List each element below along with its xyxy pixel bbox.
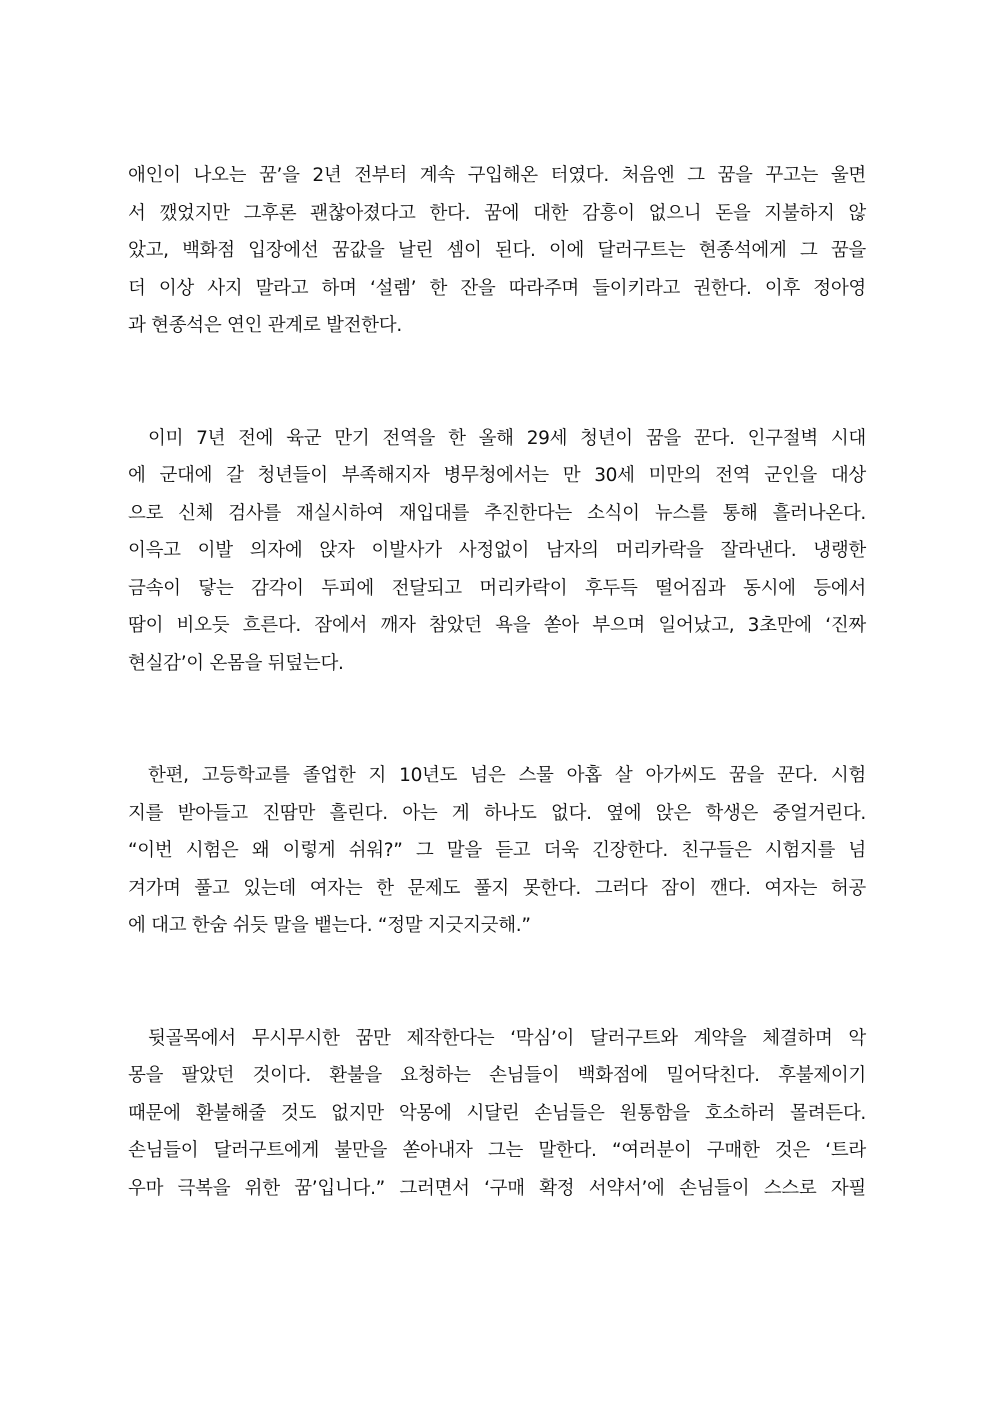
paragraph-1 xyxy=(128,157,866,345)
text-line: 우마 극복을 위한 꿈’입니다.” 그러면서 ‘구매 확정 서약서’에 손님들이 스스로 자필 xyxy=(128,1177,866,1199)
text-line: 한편, 고등학교를 졸업한 지 10년도 넘은 스물 아홉 살 아가씨도 꿈을 꾼다. 시험 xyxy=(148,765,866,786)
text-line: 이미 7년 전에 육군 만기 전역을 한 올해 29세 청년이 꿈을 꾼다. 인구절벽 시대 xyxy=(148,427,866,449)
text-line: 땀이 비오듯 흐른다. 잠에서 깨자 참았던 욕을 쏟아 부으며 일어났고, 3초만에 ‘진짜 xyxy=(128,615,866,636)
text-line: 지를 받아들고 진땀만 흘린다. 아는 게 하나도 없다. 옆에 앉은 학생은 중얼거린다. xyxy=(128,802,866,824)
text-line: 손님들이 달러구트에게 불만을 쏟아내자 그는 말한다. “여러분이 구매한 것은 ‘트라 xyxy=(128,1140,866,1161)
text-line: 이윽고 이발 의자에 앉자 이발사가 사정없이 남자의 머리카락을 잘라낸다. 냉랭한 xyxy=(128,540,866,561)
body-text xyxy=(128,157,866,1207)
text-line: 더 이상 사지 말라고 하며 ‘설렘’ 한 잔을 따라주며 들이키라고 권한다. 이후 정아영 xyxy=(128,277,866,299)
text-line: 과 현종석은 연인 관계로 발전한다. xyxy=(128,315,402,336)
text-line: 에 대고 한숨 쉬듯 말을 뱉는다. “정말 지긋지긋해.” xyxy=(128,915,531,936)
paragraph-3 xyxy=(128,757,866,945)
text-line: 애인이 나오는 꿈’을 2년 전부터 계속 구입해온 터였다. 처음엔 그 꿈을 꾸고는 울면 xyxy=(128,165,866,186)
text-line: 겨가며 풀고 있는데 여자는 한 문제도 풀지 못한다. 그러다 잠이 깬다. 여자는 허공 xyxy=(128,877,866,899)
text-line: 때문에 환불해줄 것도 없지만 악몽에 시달린 손님들은 원통함을 호소하러 몰려든다. xyxy=(128,1102,866,1124)
text-line: 몽을 팔았던 것이다. 환불을 요청하는 손님들이 백화점에 밀어닥친다. 후불제이기 xyxy=(128,1065,866,1086)
text-line: 에 군대에 갈 청년들이 부족해지자 병무청에서는 만 30세 미만의 전역 군인을 대상 xyxy=(128,465,866,486)
text-line: 금속이 닿는 감각이 두피에 전달되고 머리카락이 후두득 떨어짐과 동시에 등에서 xyxy=(128,577,866,599)
paragraph-2 xyxy=(128,420,866,683)
text-line: “이번 시험은 왜 이렇게 쉬워?” 그 말을 듣고 더욱 긴장한다. 친구들은 시험지를 넘 xyxy=(128,840,866,861)
paragraph-4 xyxy=(128,1020,866,1208)
text-line: 현실감’이 온몸을 뒤덮는다. xyxy=(128,652,344,674)
text-line: 뒷골목에서 무시무시한 꿈만 제작한다는 ‘막심’이 달러구트와 계약을 체결하며 악 xyxy=(148,1027,866,1049)
text-line: 서 깼었지만 그후론 괜찮아졌다고 한다. 꿈에 대한 감흥이 없으니 돈을 지불하지 않 xyxy=(128,202,866,224)
text-line: 으로 신체 검사를 재실시하여 재입대를 추진한다는 소식이 뉴스를 통해 흘러나온다. xyxy=(128,502,866,524)
text-line: 았고, 백화점 입장에선 꿈값을 날린 셈이 된다. 이에 달러구트는 현종석에게 그 꿈을 xyxy=(128,240,866,261)
